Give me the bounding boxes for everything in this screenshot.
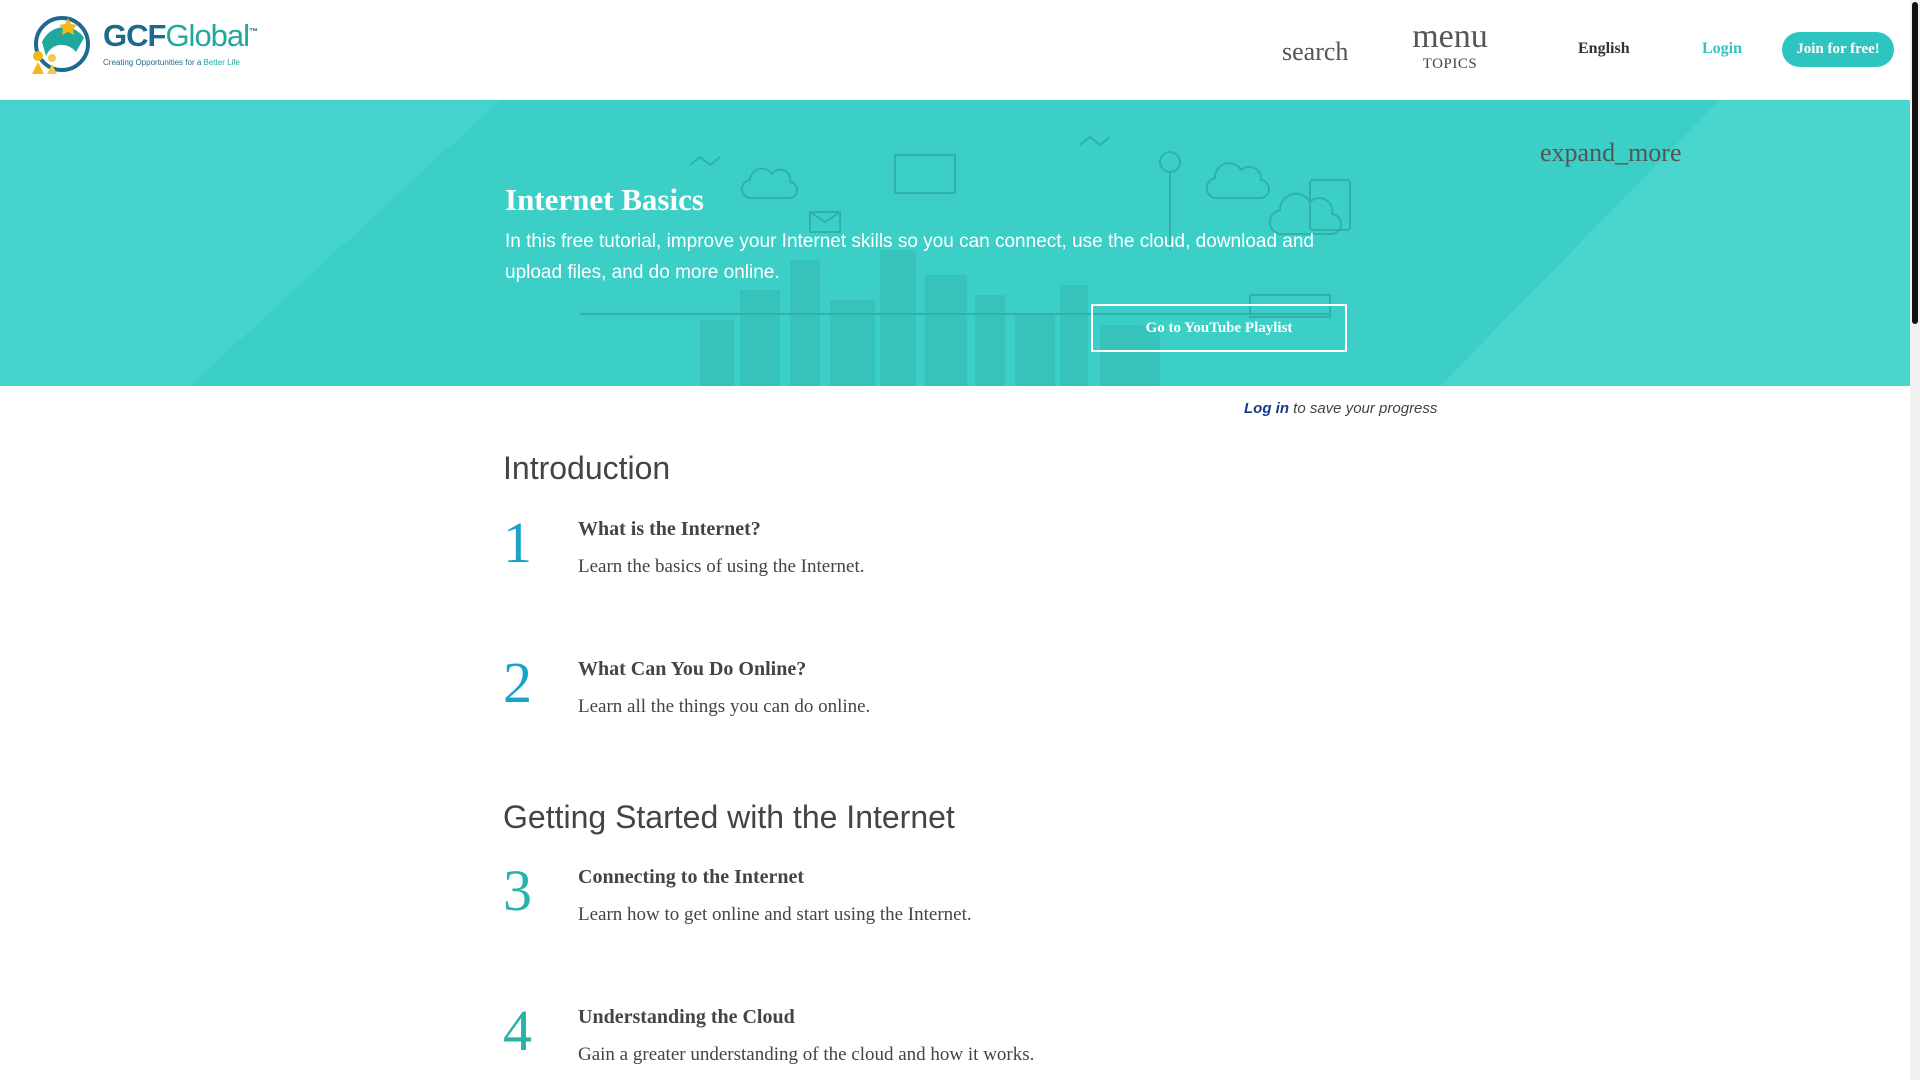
gcfglobal-logo[interactable] [28,12,258,76]
scrollbar-thumb[interactable] [1912,2,1918,324]
expand-more-icon[interactable]: expand_more [1540,138,1682,167]
section-title: Getting Started with the Internet [503,799,955,835]
lesson-title[interactable]: What Can You Do Online? [578,658,807,680]
lesson-title[interactable]: Understanding the Cloud [578,1006,795,1028]
lesson-item[interactable] [503,998,1403,1080]
lesson-number: 1 [503,510,532,575]
save-progress-text: to save your progress [1289,400,1438,417]
save-progress-note [1244,400,1437,417]
course-title: Internet Basics [505,182,704,217]
logo-wordmark: GCFGlobal™ [103,18,258,53]
globe-family-icon [28,12,98,76]
course-description: In this free tutorial, improve your Internet skills so you can connect, use the cloud, download and upload files, and do more online. [505,231,1315,283]
lesson-title[interactable]: Connecting to the Internet [578,866,805,888]
language-selector[interactable]: English [1578,40,1630,57]
lesson-description: Learn the basics of using the Internet. [578,556,865,577]
lesson-item[interactable] [503,858,1403,976]
lesson-item[interactable] [503,510,1403,628]
join-button[interactable]: Join for free! [1782,32,1894,67]
lesson-description: Gain a greater understanding of the cloud and how it works. [578,1044,1035,1065]
topics-menu-button[interactable] [1410,20,1490,73]
login-link[interactable]: Login [1702,40,1743,57]
lesson-title[interactable]: What is the Internet? [578,518,761,540]
lesson-number: 4 [503,998,532,1063]
lesson-description: Learn how to get online and start using the Internet. [578,904,972,925]
menu-icon: menu [1412,18,1488,55]
youtube-playlist-button[interactable]: Go to YouTube Playlist [1091,304,1347,352]
course-banner [0,100,1910,386]
lesson-number: 2 [503,650,532,715]
log-in-link[interactable]: Log in [1244,400,1289,417]
site-header [0,0,1910,100]
logo-tagline: Creating Opportunities for a Better Life [103,58,240,67]
lesson-item[interactable] [503,650,1403,768]
lesson-number: 3 [503,858,532,923]
topics-label: TOPICS [1422,56,1478,72]
search-icon[interactable]: search [1282,37,1349,66]
lesson-description: Learn all the things you can do online. [578,696,871,717]
section-title: Introduction [503,450,671,486]
